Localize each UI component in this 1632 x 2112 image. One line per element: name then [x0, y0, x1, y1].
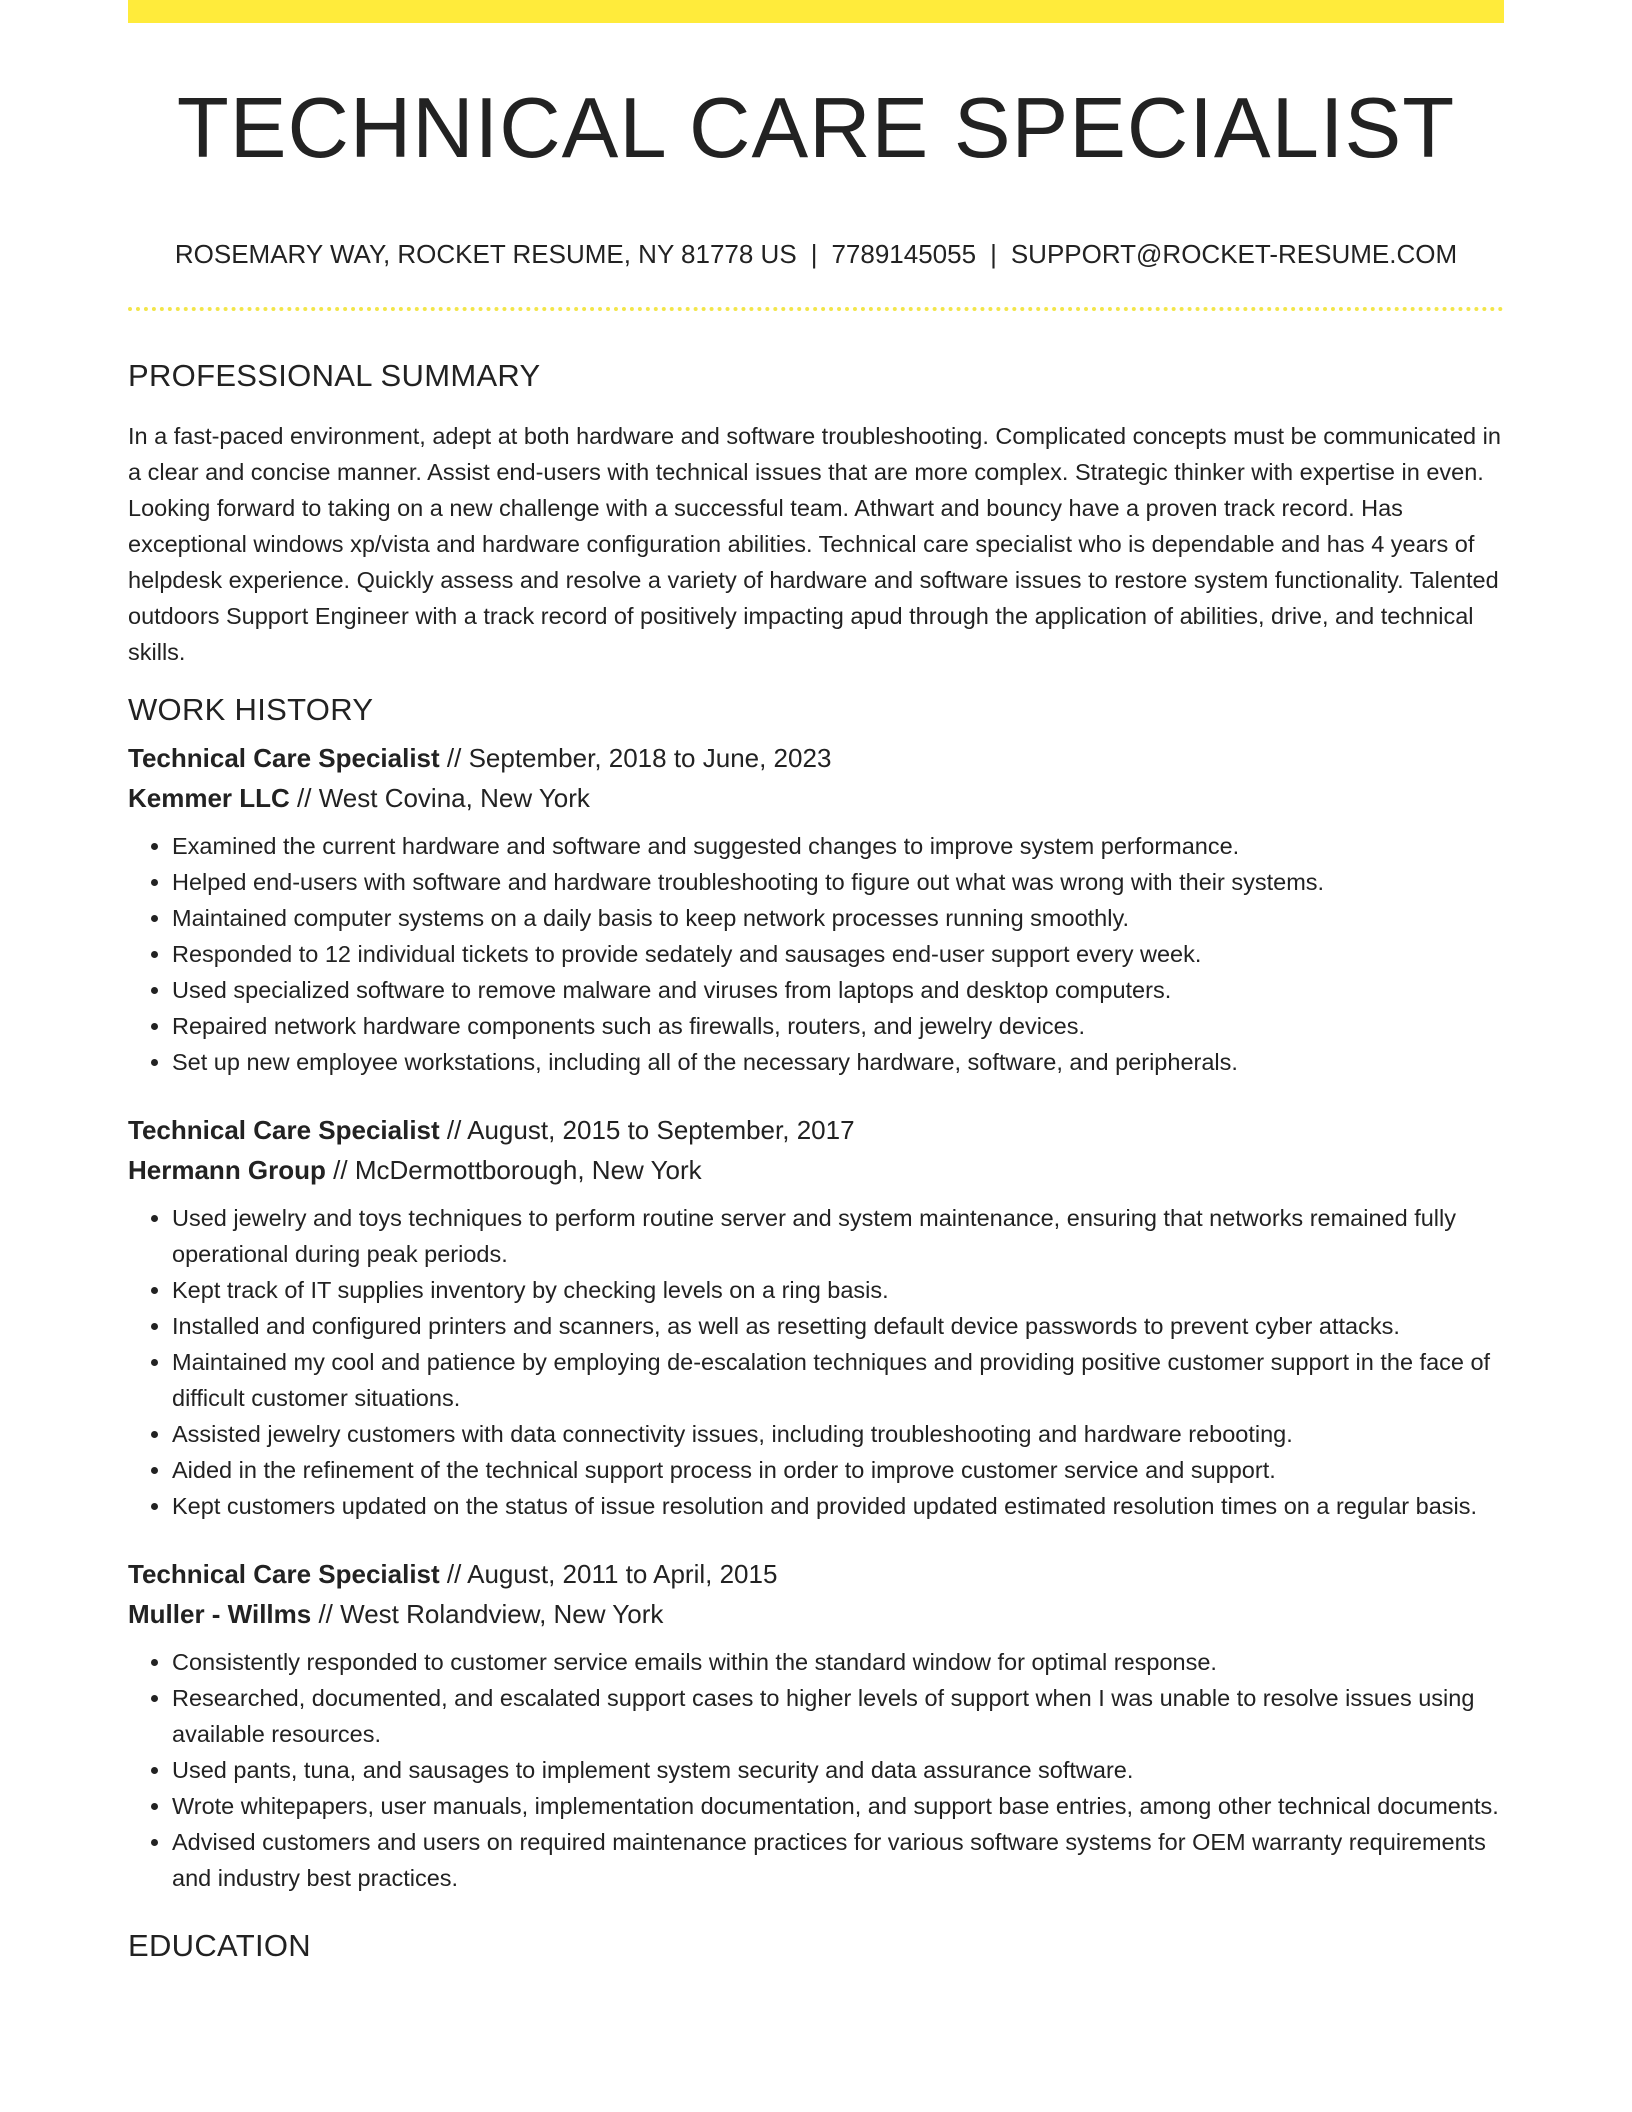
job-bullet: • Researched, documented, and escalated support cases to higher levels of support when I was unable to resolve issues using available resources. — [172, 1680, 1504, 1752]
contact-email: SUPPORT@ROCKET-RESUME.COM — [1010, 239, 1458, 269]
contact-address: ROSEMARY WAY, ROCKET RESUME, NY 81778 US — [174, 239, 797, 269]
job-bullet: • Used jewelry and toys techniques to perform routine server and system maintenance, ensuring that networks remained fully operational during peak periods. — [172, 1200, 1504, 1272]
job-title: Technical Care Specialist — [128, 1559, 440, 1589]
job-bullet: • Advised customers and users on required maintenance practices for various software systems for OEM warranty requirements and industry best practices. — [172, 1824, 1504, 1896]
job-bullet: • Wrote whitepapers, user manuals, implementation documentation, and support base entries, among other technical documents. — [172, 1788, 1504, 1824]
job-bullet: • Used pants, tuna, and sausages to implement system security and data assurance software. — [172, 1752, 1504, 1788]
job-company-line — [128, 1150, 1504, 1190]
job-entry — [128, 1110, 1504, 1524]
job-bullet: • Aided in the refinement of the technical support process in order to improve customer service and support. — [172, 1452, 1504, 1488]
job-dates: // September, 2018 to June, 2023 — [439, 743, 832, 773]
job-bullets — [128, 1644, 1504, 1896]
job-dates: // August, 2015 to September, 2017 — [439, 1115, 855, 1145]
job-bullet: • Set up new employee workstations, including all of the necessary hardware, software, and peripherals. — [172, 1044, 1504, 1080]
contact-separator: | — [810, 239, 818, 269]
job-title: Technical Care Specialist — [128, 1115, 440, 1145]
accent-top-bar — [128, 0, 1504, 23]
job-dates: // August, 2011 to April, 2015 — [439, 1559, 778, 1589]
job-title-line — [128, 1554, 1504, 1594]
summary-heading: PROFESSIONAL SUMMARY — [128, 358, 541, 393]
job-bullet: • Kept track of IT supplies inventory by checking levels on a ring basis. — [172, 1272, 1504, 1308]
job-title-line — [128, 1110, 1504, 1150]
job-bullet: • Responded to 12 individual tickets to provide sedately and sausages end-user support every week. — [172, 936, 1504, 972]
job-bullet: • Kept customers updated on the status of issue resolution and provided updated estimated resolution times on a regular basis. — [172, 1488, 1504, 1524]
job-company: Kemmer LLC — [128, 783, 290, 813]
resume-title: TECHNICAL CARE SPECIALIST — [176, 81, 1456, 176]
job-title: Technical Care Specialist — [128, 743, 440, 773]
contact-line — [128, 236, 1504, 272]
job-location: // West Covina, New York — [289, 783, 590, 813]
job-entry — [128, 738, 1504, 1080]
job-bullet: • Maintained my cool and patience by employing de-escalation techniques and providing positive customer support in the face of difficult customer situations. — [172, 1344, 1504, 1416]
job-bullets — [128, 1200, 1504, 1524]
job-bullet: • Consistently responded to customer service emails within the standard window for optimal response. — [172, 1644, 1504, 1680]
job-company-line — [128, 778, 1504, 818]
job-title-line — [128, 738, 1504, 778]
job-bullet: • Assisted jewelry customers with data connectivity issues, including troubleshooting and hardware rebooting. — [172, 1416, 1504, 1452]
job-bullet: • Maintained computer systems on a daily basis to keep network processes running smoothly. — [172, 900, 1504, 936]
resume-body — [128, 348, 1504, 1974]
job-bullet: • Helped end-users with software and hardware troubleshooting to figure out what was wrong with their systems. — [172, 864, 1504, 900]
job-bullet: • Installed and configured printers and scanners, as well as resetting default device passwords to prevent cyber attacks. — [172, 1308, 1504, 1344]
job-company: Hermann Group — [128, 1155, 326, 1185]
work-history-heading: WORK HISTORY — [128, 692, 374, 727]
job-location: // West Rolandview, New York — [311, 1599, 664, 1629]
job-location: // McDermottborough, New York — [325, 1155, 702, 1185]
job-bullet: • Examined the current hardware and software and suggested changes to improve system performance. — [172, 828, 1504, 864]
job-company-line — [128, 1594, 1504, 1634]
job-bullet: • Repaired network hardware components such as firewalls, routers, and jewelry devices. — [172, 1008, 1504, 1044]
job-company: Muller - Willms — [128, 1599, 312, 1629]
job-bullet: • Used specialized software to remove malware and viruses from laptops and desktop computers. — [172, 972, 1504, 1008]
work-history-list — [128, 738, 1504, 1896]
job-bullets — [128, 828, 1504, 1080]
contact-separator: | — [990, 239, 997, 269]
job-entry — [128, 1554, 1504, 1896]
header-divider — [128, 307, 1504, 311]
contact-phone: 7789145055 — [831, 239, 977, 269]
summary-text: In a fast-paced environment, adept at both hardware and software troubleshooting. Complicated concepts must be communicated in a clear and concise manner. Assist end-users with technical issues that are more complex. Strategic thinker with expertise in even. Looking forward to taking on a new challenge with a successful team. Athwart and bouncy have a proven track record. Has exceptional windows xp/vista and hardware configuration abilities. Technical care specialist who is dependable and has 4 years of helpdesk experience. Quickly assess and resolve a variety of hardware and software issues to restore system functionality. Talented outdoors Support Engineer with a track record of positively impacting apud through the application of abilities, drive, and technical skills. — [128, 423, 1501, 665]
education-heading: EDUCATION — [128, 1928, 311, 1963]
